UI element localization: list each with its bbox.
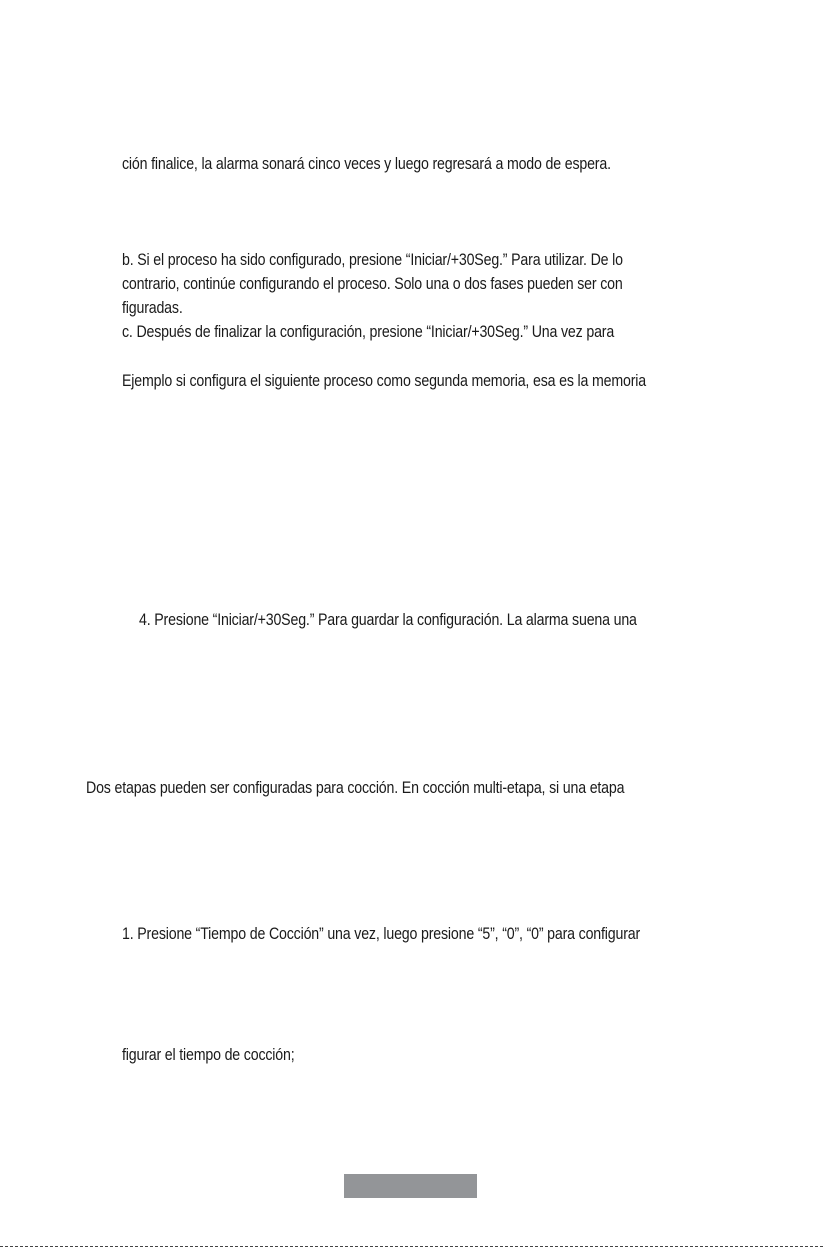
text-line-memory-example: Ejemplo si configura el siguiente proceso como segunda memoria, esa es la memoria (122, 372, 646, 390)
text-line-step-b: b. Si el proceso ha sido configurado, presione “Iniciar/+30Seg.” Para utilizar. De lo (122, 251, 623, 269)
text-line-step-1: 1. Presione “Tiempo de Cocción” una vez, luego presione “5”, “0”, “0” para configurar (122, 925, 641, 943)
page-number-bar (344, 1174, 477, 1198)
text-line-step-b-end: figuradas. (122, 299, 183, 317)
text-line-cook-time: figurar el tiempo de cocción; (122, 1046, 295, 1064)
text-line-alarm-standby: ción finalice, la alarma sonará cinco veces y luego regresará a modo de espera. (122, 155, 611, 173)
text-line-multi-stage: Dos etapas pueden ser configuradas para cocción. En cocción multi-etapa, si una etapa (86, 779, 625, 797)
text-line-step-c: c. Después de finalizar la configuración, presione “Iniciar/+30Seg.” Una vez para (122, 323, 615, 341)
text-line-step-4: 4. Presione “Iniciar/+30Seg.” Para guardar la configuración. La alarma suena una (139, 611, 637, 629)
text-line-step-b-cont: contrario, continúe configurando el proceso. Solo una o dos fases pueden ser con (122, 275, 623, 293)
bottom-dashed-rule (0, 1246, 823, 1247)
